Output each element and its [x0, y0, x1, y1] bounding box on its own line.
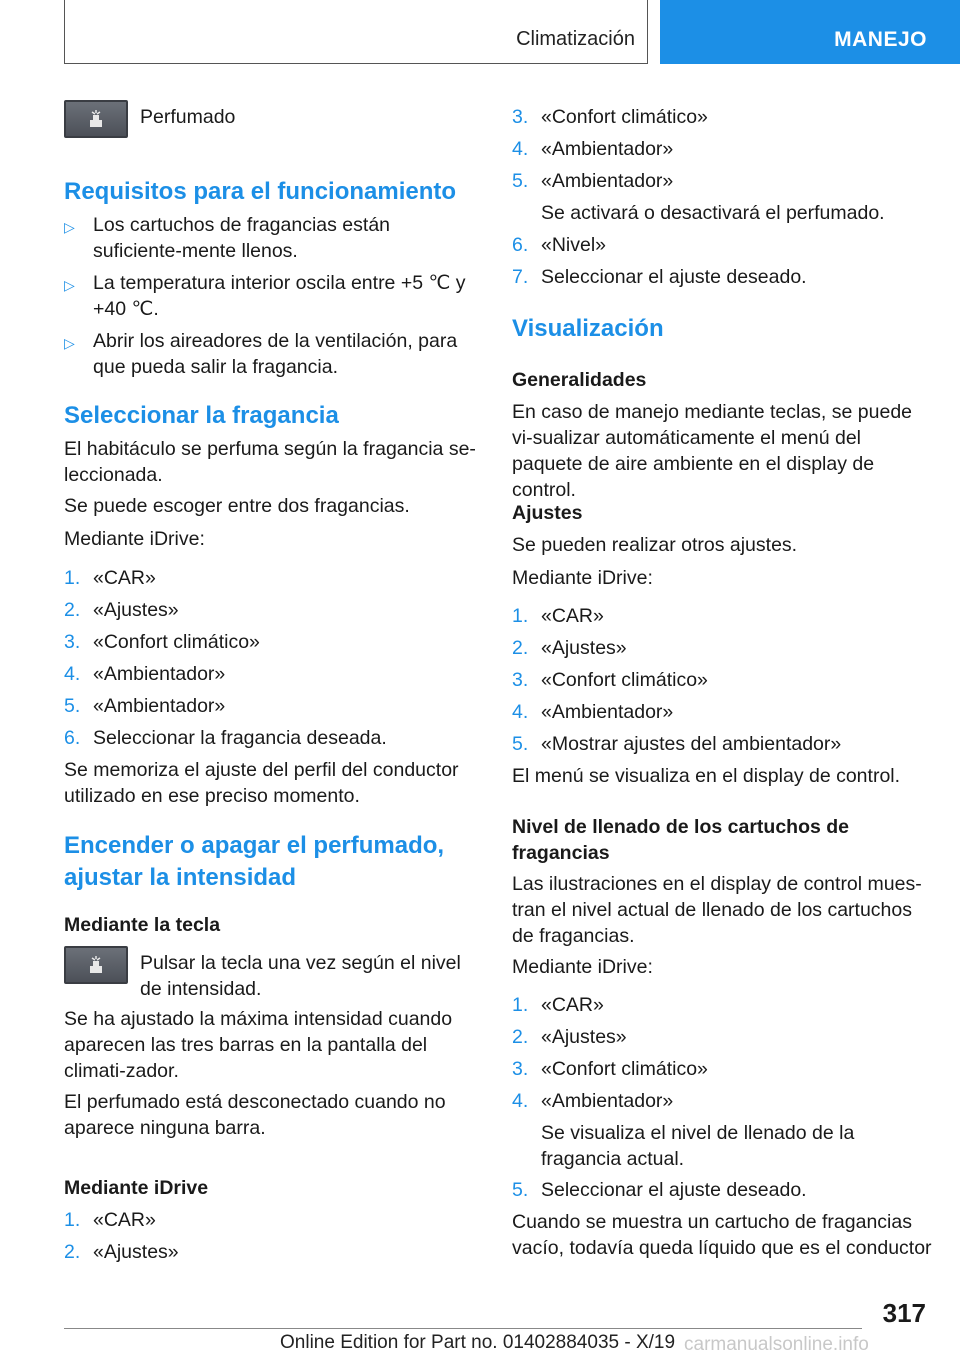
- list-item: 5. «Ambientador»: [64, 695, 226, 717]
- list-item-text: Seleccionar la fragancia deseada.: [93, 727, 387, 749]
- nivel-subheading: Nivel de llenado de los cartuchos de fragancias: [512, 816, 850, 864]
- requisito-item: [64, 212, 484, 264]
- requisitos-heading: Requisitos para el funcionamiento: [64, 178, 457, 205]
- list-item: 7. Seleccionar el ajuste deseado.: [512, 266, 807, 288]
- tecla-paragraph: Se ha ajustado la máxima intensidad cuando aparecen las tres barras en la pantalla del climati-zador.: [64, 1008, 453, 1082]
- watermark: carmanualsonline.info: [684, 1334, 869, 1355]
- list-item: 1. «CAR»: [512, 994, 604, 1016]
- list-item-text: «Confort climático»: [541, 1058, 708, 1080]
- encender-heading: Encender o apagar el perfumado, ajustar la intensidad: [64, 832, 445, 891]
- idrive-subheading: Mediante iDrive: [64, 1177, 209, 1199]
- list-item-text: «Confort climático»: [93, 631, 260, 653]
- list-item-text: «Ambientador»: [541, 1090, 674, 1112]
- list-item: 3. «Confort climático»: [512, 106, 708, 128]
- list-item-text: «Ajustes»: [541, 637, 627, 659]
- tecla-subheading: Mediante la tecla: [64, 914, 221, 936]
- seleccionar-paragraph: Se puede escoger entre dos fragancias.: [64, 495, 410, 517]
- tecla-paragraph: El perfumado está desconectado cuando no aparece ninguna barra.: [64, 1091, 446, 1139]
- list-item-text: «Ajustes»: [541, 1026, 627, 1048]
- ajustes-paragraph: Se pueden realizar otros ajustes.: [512, 534, 798, 556]
- list-item-text: «Mostrar ajustes del ambientador»: [541, 733, 842, 755]
- requisito-text: La temperatura interior oscila entre +5 ℃ y +40 ℃.: [93, 272, 466, 320]
- triangle-bullet-icon: ▷: [64, 277, 75, 293]
- list-item: 3. «Confort climático»: [512, 669, 708, 691]
- fragrance-button-icon: [64, 100, 128, 138]
- seleccionar-heading: Seleccionar la fragancia: [64, 402, 339, 429]
- perfumado-row: [64, 104, 484, 138]
- nivel-paragraph: Mediante iDrive:: [512, 956, 653, 978]
- seleccionar-paragraph: El habitáculo se perfuma según la fragancia se-leccionada.: [64, 438, 476, 486]
- requisito-item: [64, 328, 484, 380]
- list-item-text: «Ambientador»: [541, 138, 674, 160]
- triangle-bullet-icon: ▷: [64, 335, 75, 351]
- list-item: 1. «CAR»: [64, 567, 156, 589]
- list-item: 1. «CAR»: [512, 605, 604, 627]
- list-item: 6. Seleccionar la fragancia deseada.: [64, 727, 387, 749]
- list-item: 5. «Mostrar ajustes del ambientador»: [512, 733, 842, 755]
- header-chapter-tab[interactable]: [660, 0, 960, 64]
- list-item-text: Seleccionar el ajuste deseado.: [541, 1179, 807, 1201]
- list-item: 2. «Ajustes»: [512, 1026, 627, 1048]
- list-item-text: «Ambientador»: [541, 170, 674, 192]
- list-item-text: «Nivel»: [541, 234, 607, 256]
- page-number: 317: [882, 1298, 926, 1328]
- requisito-text: Los cartuchos de fragancias están suficiente-mente llenos.: [93, 214, 391, 262]
- list-item: 5. «Ambientador»: [512, 170, 674, 192]
- perfumado-label: Perfumado: [140, 106, 236, 128]
- list-item-text: «CAR»: [541, 994, 604, 1016]
- footer-edition: Online Edition for Part no. 01402884035 - X/19: [280, 1332, 676, 1353]
- ajustes-subheading: Ajustes: [512, 502, 583, 524]
- list-item-note: Se activará o desactivará el perfumado.: [541, 202, 885, 224]
- triangle-bullet-icon: ▷: [64, 219, 75, 235]
- header-section-box: [64, 0, 648, 64]
- list-item-text: «Confort climático»: [541, 669, 708, 691]
- list-item-note: Se visualiza el nivel de llenado de la fragancia actual.: [541, 1122, 855, 1170]
- list-item: 4. «Ambientador»: [512, 701, 674, 723]
- visualizacion-heading: Visualización: [512, 315, 664, 342]
- list-item: 1. «CAR»: [64, 1209, 156, 1231]
- requisito-text: Abrir los aireadores de la ventilación, para que pueda salir la fragancia.: [93, 330, 458, 378]
- requisito-item: [64, 270, 484, 322]
- list-item-text: «Ambientador»: [93, 663, 226, 685]
- list-item: 4. «Ambientador»: [512, 1090, 674, 1112]
- list-item-text: «CAR»: [93, 1209, 156, 1231]
- list-item: 3. «Confort climático»: [512, 1058, 708, 1080]
- list-item-text: Seleccionar el ajuste deseado.: [541, 266, 807, 288]
- list-item: 6. «Nivel»: [512, 234, 607, 256]
- seleccionar-paragraph: Mediante iDrive:: [64, 528, 205, 550]
- list-item: 2. «Ajustes»: [64, 1241, 179, 1263]
- list-item-text: «CAR»: [93, 567, 156, 589]
- ajustes-paragraph: Mediante iDrive:: [512, 567, 653, 589]
- list-item: 2. «Ajustes»: [512, 637, 627, 659]
- list-item: 4. «Ambientador»: [64, 663, 226, 685]
- fragrance-button-icon: [64, 946, 128, 984]
- tecla-text: Pulsar la tecla una vez según el nivel de intensidad.: [140, 952, 461, 1000]
- tecla-row: [64, 950, 484, 1002]
- list-item: 2. «Ajustes»: [64, 599, 179, 621]
- header-section-title: Climatización: [516, 28, 635, 50]
- ajustes-paragraph: El menú se visualiza en el display de control.: [512, 765, 901, 787]
- list-item-text: «CAR»: [541, 605, 604, 627]
- generalidades-subheading: Generalidades: [512, 369, 647, 391]
- list-item: 3. «Confort climático»: [64, 631, 260, 653]
- nivel-paragraph: Cuando se muestra un cartucho de fragancias vacío, todavía queda líquido que es el conductor: [512, 1211, 932, 1259]
- list-item-text: «Ajustes»: [93, 1241, 179, 1263]
- list-item-text: «Ambientador»: [93, 695, 226, 717]
- list-item: 4. «Ambientador»: [512, 138, 674, 160]
- nivel-paragraph: Las ilustraciones en el display de control mues-tran el nivel actual de llenado de los cartuchos de fragancias.: [512, 873, 922, 947]
- header-chapter-title: MANEJO: [834, 28, 927, 51]
- footer-divider: [64, 1328, 862, 1329]
- generalidades-text: En caso de manejo mediante teclas, se puede vi-sualizar automáticamente el menú del paquete de aire ambiente en el display de control.: [512, 401, 913, 501]
- list-item-text: «Ajustes»: [93, 599, 179, 621]
- list-item-text: «Ambientador»: [541, 701, 674, 723]
- list-item: 5. Seleccionar el ajuste deseado.: [512, 1179, 807, 1201]
- list-item-text: «Confort climático»: [541, 106, 708, 128]
- seleccionar-note: Se memoriza el ajuste del perfil del conductor utilizado en ese preciso momento.: [64, 759, 459, 807]
